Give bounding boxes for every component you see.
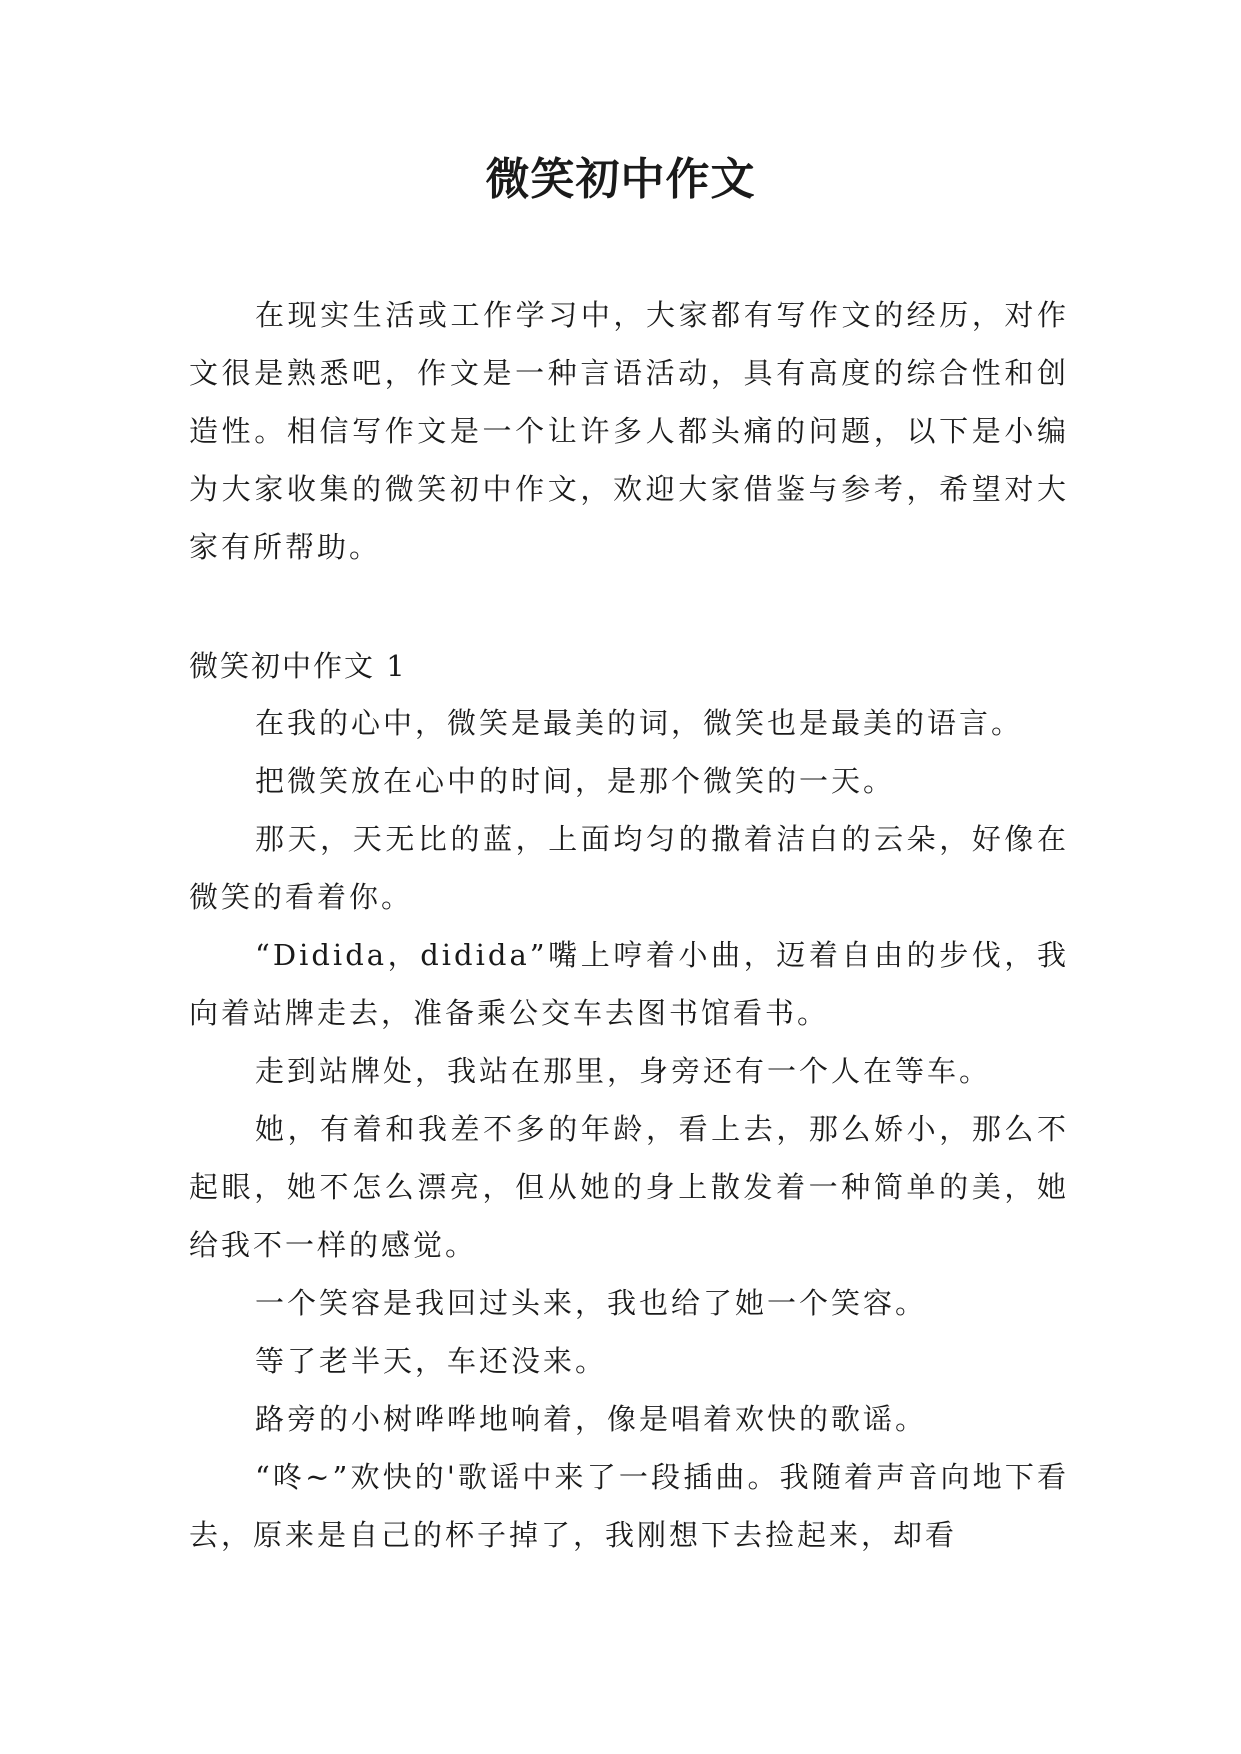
essay-body: [189, 694, 1069, 1564]
paragraph: 一个笑容是我回过头来，我也给了她一个笑容。: [255, 1286, 928, 1320]
section-heading: 微笑初中作文 1: [189, 649, 407, 683]
paragraph: 把微笑放在心中的时间，是那个微笑的一天。: [255, 764, 896, 798]
paragraph: 路旁的小树哗哗地响着，像是唱着欢快的歌谣。: [255, 1402, 928, 1436]
paragraph: “咚~”欢快的'歌谣中来了一段插曲。我随着声音向地下看去，原来是自己的杯子掉了，我刚想下去捡起来，却看: [189, 1460, 1069, 1552]
intro-block: [189, 286, 1069, 576]
paragraph: 走到站牌处，我站在那里，身旁还有一个人在等车。: [255, 1054, 992, 1088]
paragraph: 在我的心中，微笑是最美的词，微笑也是最美的语言。: [255, 706, 1024, 740]
document-title: 微笑初中作文: [485, 154, 756, 205]
paragraph: 等了老半天，车还没来。: [255, 1344, 608, 1378]
paragraph: 她，有着和我差不多的年龄，看上去，那么娇小，那么不起眼，她不怎么漂亮，但从她的身上散发着一种简单的美，她给我不一样的感觉。: [189, 1112, 1069, 1262]
intro-paragraph: 在现实生活或工作学习中，大家都有写作文的经历，对作文很是熟悉吧，作文是一种言语活动，具有高度的综合性和创造性。相信写作文是一个让许多人都头痛的问题，以下是小编为大家收集的微笑初中作文，欢迎大家借鉴与参考，希望对大家有所帮助。: [189, 298, 1069, 564]
paragraph: “Didida，didida”嘴上哼着小曲，迈着自由的步伐，我向着站牌走去，准备乘公交车去图书馆看书。: [189, 938, 1069, 1030]
paragraph: 那天，天无比的蓝，上面均匀的撒着洁白的云朵，好像在微笑的看着你。: [189, 822, 1069, 914]
